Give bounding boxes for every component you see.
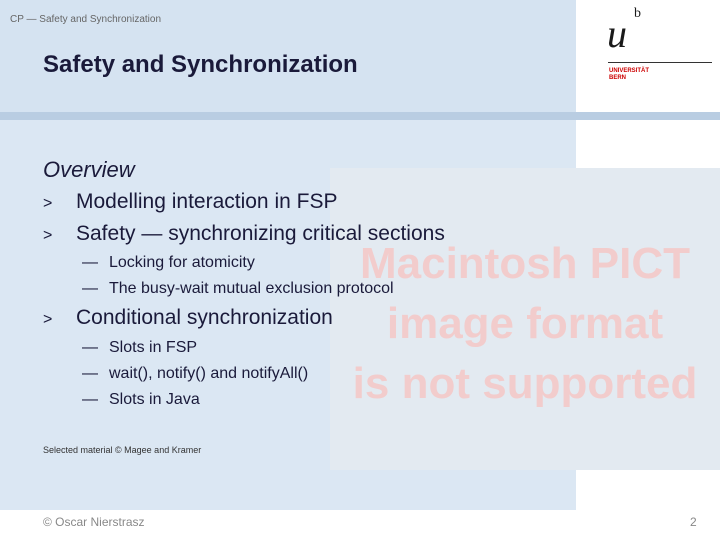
bullet-text: Conditional synchronization bbox=[76, 306, 333, 329]
section-heading: Overview bbox=[43, 157, 135, 182]
footer-author: © Oscar Nierstrasz bbox=[43, 515, 145, 529]
sub-item bbox=[82, 365, 308, 383]
university-logo-u: u bbox=[607, 11, 627, 56]
bullet-item bbox=[43, 222, 445, 246]
bullet-text: Modelling interaction in FSP bbox=[76, 190, 338, 213]
logo-panel bbox=[576, 0, 720, 112]
image-placeholder bbox=[330, 168, 720, 470]
sub-marker: — bbox=[82, 339, 98, 356]
footnote: Selected material © Magee and Kramer bbox=[43, 445, 202, 455]
sub-item bbox=[82, 391, 200, 409]
sub-marker: — bbox=[82, 280, 98, 297]
sub-marker: — bbox=[82, 391, 98, 408]
breadcrumb: CP — Safety and Synchronization bbox=[10, 14, 162, 25]
sub-text: Locking for atomicity bbox=[109, 254, 255, 271]
bullet-text: Safety — synchronizing critical sections bbox=[76, 222, 445, 245]
logo-divider bbox=[608, 62, 712, 63]
header-rule bbox=[0, 112, 720, 120]
university-name-line: UNIVERSITÄT bbox=[609, 68, 650, 74]
sub-item bbox=[82, 280, 394, 298]
sub-marker: — bbox=[82, 254, 98, 271]
sub-text: Slots in FSP bbox=[109, 339, 198, 356]
university-logo-b: b bbox=[634, 6, 641, 21]
sub-text: wait(), notify() and notifyAll() bbox=[109, 365, 309, 382]
page-number: 2 bbox=[690, 515, 697, 529]
bullet-item bbox=[43, 190, 337, 214]
slide-title: Safety and Synchronization bbox=[43, 51, 358, 78]
sub-item bbox=[82, 339, 197, 357]
bullet-marker: > bbox=[43, 195, 53, 212]
university-name-line: BERN bbox=[609, 75, 627, 81]
bullet-item bbox=[43, 306, 333, 330]
sub-text: The busy-wait mutual exclusion protocol bbox=[109, 280, 394, 297]
bullet-marker: > bbox=[43, 311, 53, 328]
sub-text: Slots in Java bbox=[109, 391, 200, 408]
sub-marker: — bbox=[82, 365, 98, 382]
placeholder-text: Macintosh PICT image format is not supported bbox=[352, 239, 698, 408]
bullet-marker: > bbox=[43, 227, 53, 244]
sub-item bbox=[82, 254, 255, 272]
university-name bbox=[609, 68, 649, 82]
